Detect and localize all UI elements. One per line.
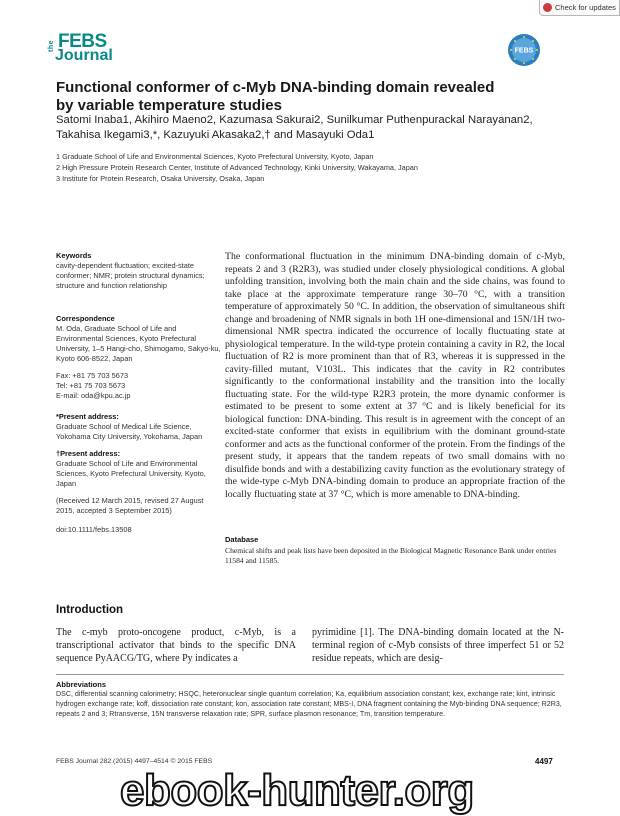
page-number: 4497 [535,757,553,766]
correspondence-address: M. Oda, Graduate School of Life and Environmental Sciences, Kyoto Prefectural University, 1–5 Hangi-cho, Shimogamo, Sakyo-ku, Kyoto 606-8522, Japan [56,324,221,363]
database-heading: Database [225,535,259,544]
watermark: ebook-hunter.org [120,766,474,815]
keywords-text: cavity-dependent fluctuation; excited-state conformer; NMR; protein structural dynamics; structure and function relationship [56,261,205,290]
abbreviations-text: DSC, differential scanning calorimetry; HSQC, heteronuclear single quantum correlation; Ka, equilibrium association constant; kex, exchange rate; kint, intrinsic hydrogen exchange rate; koff, dissociation rate constant; kon, association rate constant; MBS-I, DNA fragment containing the Myb-binding DNA sequence; R2R3, repeats 2 and 3; Rtransverse, 15N transverse relaxation rate; SPR, surface plasmon resonance; Tm, transition temperature. [56,690,562,718]
abbreviations-heading: Abbreviations [56,680,107,689]
received-dates: (Received 12 March 2015, revised 27 August 2015, accepted 3 September 2015) [56,496,204,515]
footer-citation: FEBS Journal 282 (2015) 4497–4514 © 2015 FEBS [56,758,213,765]
present-address-2: Graduate School of Life and Environmental Sciences, Kyoto Prefectural University, Kyoto, Japan [56,459,206,488]
keywords-heading: Keywords [56,251,92,260]
doi[interactable]: doi:10.1111/febs.13508 [56,525,132,534]
febs-emblem-icon [507,33,541,67]
correspondence-fax: Fax: +81 75 703 5673 [56,371,129,380]
check-for-updates-label: Check for updates [555,3,616,12]
introduction-heading: Introduction [56,604,124,616]
database-text: Chemical shifts and peak lists have been deposited in the Biological Magnetic Resonance Bank under entries 11584 and 11585. [225,546,557,566]
present-address-1-heading: *Present address: [56,412,119,421]
correspondence-email[interactable]: E-mail: oda@kpu.ac.jp [56,391,131,400]
introduction-column-1: The c-myb proto-oncogene product, c-Myb, is a transcriptional activator that binds to the specific DNA sequence PyAACG/TG, where Py indicates a [56,627,296,664]
affiliation-1: 1 Graduate School of Life and Environmental Sciences, Kyoto Prefectural University, Kyoto, Japan [56,152,374,161]
logo-journal: Journal [55,47,113,64]
present-address-1: Graduate School of Medical Life Science, Yokohama City University, Yokohama, Japan [56,422,203,441]
present-address-2-heading: †Present address: [56,449,121,458]
crossmark-icon [543,3,552,12]
abstract-text: The conformational fluctuation in the minimum DNA-binding domain of c-Myb, repeats 2 and 3 (R2R3), was studied under closely physiological conditions. A global unfolding transition, involving both the main chain and the side chains, was found to take place at the approximate temperature range 30–70 °C, with a transition temperature of approximately 50 °C. In addition, the observation of simultaneous shift change and broadening of NMR signals in both 1H one-dimensional and 15N/1H two-dimensional NMR spectra indicated the occurrence of locally fluctuating state at physiological temperature. In the wild-type protein containing a cavity in R2, the local fluctuation of R2 is more prominent than that of R3, whereas it is suppressed in the cavity-filled mutant, V103L. This indicates that the cavity in R2 contributes significantly to the conformational instability and the transition into the locally fluctuating state. For the wild-type R2R3 protein, the more dynamic conformer is estimated to be present to some extent at 37 °C and is likely beneficial for its biological function: DNA-binding. This result is in agreement with the concept of an excited-state conformer that exists in equilibrium with the dominant ground-state conformer and acts as the functional conformer of the protein. From the findings of the present study, it appears that the tandem repeats of two small domains with no disulfide bonds and with a destabilizing cavity function as the evolutionary strategy of the wide-type c-Myb DNA-binding domain to produce an appropriate fraction of the locally fluctuating state at 37 °C, which is more amenable to DNA-binding. [225,251,565,500]
introduction-column-2: pyrimidine [1]. The DNA-binding domain located at the N-terminal region of c-Myb consists of three imperfect 51 or 52 residue repeats, which are desig- [312,627,564,664]
author-list: Satomi Inaba1, Akihiro Maeno2, Kazumasa Sakurai2, Sunilkumar Puthenpurackal Narayanan2, Takahisa Ikegami3,*, Kazuyuki Akasaka2,† and Masayuki Oda1 [56,114,533,141]
logo-the: the [48,40,55,52]
article-title: Functional conformer of c-Myb DNA-binding domain revealed by variable temperature studies [56,79,495,114]
correspondence-tel: Tel: +81 75 703 5673 [56,381,126,390]
correspondence-heading: Correspondence [56,314,115,323]
febs-journal-logo [48,32,118,68]
logo-febs: FEBS [58,31,107,52]
check-for-updates-badge[interactable] [539,0,620,16]
affiliation-3: 3 Institute for Protein Research, Osaka University, Osaka, Japan [56,174,265,183]
abbreviations-divider [56,674,564,675]
emblem-text: FEBS [514,47,534,55]
affiliation-2: 2 High Pressure Protein Research Center, Institute of Advanced Technology, Kinki University, Wakayama, Japan [56,163,418,172]
